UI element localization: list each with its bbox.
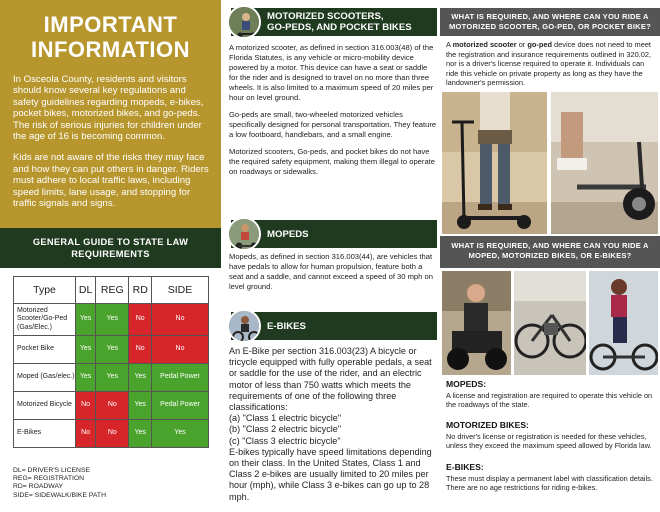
table-cell: Yes: [129, 392, 152, 420]
table-cell: Yes: [96, 304, 129, 336]
abbreviation-legend: DL= DRIVER'S LICENSE REG= REGISTRATION RD= ROADWAY SIDE= SIDEWALK/BIKE PATH: [13, 467, 106, 499]
mopeds-heading: MOPEDS: [231, 220, 437, 248]
col-header-dl: DL: [76, 277, 96, 304]
ebike-rider-photo: [589, 271, 658, 375]
table-row: [14, 336, 209, 364]
motorized-bike-photo: [514, 271, 586, 375]
row-type: E-Bikes: [14, 420, 76, 448]
table-cell: Yes: [96, 364, 129, 392]
table-cell: No: [76, 392, 96, 420]
kids-paragraph: Kids are not aware of the risks they may face and how they can put others in danger. Riders must adhere to local traffic laws, including speed limits, lane usage, and stopping for traffic signals and signs.: [13, 152, 209, 210]
table-cell: Pedal Power: [152, 392, 209, 420]
mopeds-text: Mopeds, as defined in section 316.003(44), are vehicles that have pedals to allow for human propulsion, feature both a seat and a saddle, and cannot exceed a speed of 30 mph on level ground.: [229, 252, 433, 291]
table-cell: No: [152, 304, 209, 336]
table-row: [14, 304, 209, 336]
table-cell: No: [96, 420, 129, 448]
moped-rider-icon: [227, 217, 261, 251]
table-cell: Yes: [76, 364, 96, 392]
table-cell: Yes: [96, 336, 129, 364]
col-header-side: SIDE: [152, 277, 209, 304]
scooter-rider-photo: [442, 92, 547, 234]
table-cell: No: [129, 304, 152, 336]
ebikes-text: An E-Bike per section 316.003(23) A bicycle or tricycle equipped with fully operable pedals, a seat or saddle for the use of the rider, and an electric motor of less than 750 watts which meets the requirements of one of the following three classifications: (a) "Class 1 electric bicycle" (b) "Class 2 electric bicycle" (c) "Class 3 electric bicycle" E-bikes typically have speed limitations depending on their class. In the United States, Class 1 and Class 2 e-bikes are usually limited to 20 miles per hour (mph), while Class 3 e-bikes can go up to 28 mph.: [229, 346, 432, 502]
ebikes-heading: E-BIKES: [231, 312, 437, 340]
table-row: [14, 392, 209, 420]
mopeds-label: MOPEDS:: [446, 379, 487, 389]
moped-requirements-question: WHAT IS REQUIRED, AND WHERE CAN YOU RIDE A MOPED, MOTORIZED BIKES, OR E-BIKES?: [440, 236, 660, 268]
table-cell: No: [96, 392, 129, 420]
table-cell: Pedal Power: [152, 364, 209, 392]
table-cell: No: [129, 336, 152, 364]
col-header-rd: RD: [129, 277, 152, 304]
scooter-requirements-question: WHAT IS REQUIRED, AND WHERE CAN YOU RIDE A MOTORIZED SCOOTER, GO-PED, OR POCKET BIKE?: [440, 8, 660, 36]
ebikes-label: E-BIKES:: [446, 462, 484, 472]
scooter-requirements-text: A motorized scooter or go-ped device does not need to meet the registration and insurance requirements outlined in 320.02, nor is a driver's license required to operate it. Individuals can ride this vehicle on private property as long as they have the landowner's permission.: [446, 40, 652, 88]
table-cell: Yes: [152, 420, 209, 448]
table-cell: Yes: [76, 336, 96, 364]
row-type: Moped (Gas/elec.): [14, 364, 76, 392]
page-title: IMPORTANT INFORMATION: [30, 12, 191, 62]
scooter-rider-icon: [227, 5, 261, 39]
state-law-table: [13, 276, 209, 448]
scooters-heading: MOTORIZED SCOOTERS, GO-PEDS, AND POCKET BIKES: [231, 8, 437, 36]
scooters-text: A motorized scooter, as defined in section 316.003(48) of the Florida Statutes, is any vehicle or micro-mobility device powered by a motor. This device can have a seat or saddle for the rider and is designed to travel on no more than three wheels. It is also limited to a maximum speed of 20 miles per hour on level ground. Go-peds are small, two-wheeled motorized vehicles specifically designed for personal transportation. They feature a low footboard, handlebars, and a small engine. Motorized scooters, Go-peds, and pocket bikes do not have the required safety equipment, making them illegal to operate on roadways or sidewalks.: [229, 43, 437, 176]
table-cell: Yes: [129, 420, 152, 448]
go-ped-photo: [551, 92, 658, 234]
row-type: Motorized Scooter/Go-Ped (Gas/Elec.): [14, 304, 76, 336]
column-important-info: [0, 0, 221, 512]
guide-title: GENERAL GUIDE TO STATE LAW REQUIREMENTS: [0, 228, 221, 268]
table-row: [14, 420, 209, 448]
ebikes-requirement-text: These must display a permanent label with classification details. There are no age restrictions for riding e-bikes.: [446, 474, 653, 493]
motorized-bikes-label: MOTORIZED BIKES:: [446, 420, 529, 430]
intro-paragraph: In Osceola County, residents and visitors should know several key regulations and safety guidelines regarding mopeds, e-bikes, pocket bikes, motorized bikes, and go-peds. The risk of serious injuries for children under the age of 16 is becoming common.: [13, 74, 204, 143]
row-type: Pocket Bike: [14, 336, 76, 364]
table-cell: Yes: [76, 304, 96, 336]
table-cell: Yes: [129, 364, 152, 392]
ebike-rider-icon: [227, 309, 261, 343]
col-header-type: Type: [14, 277, 76, 304]
important-info-panel: [0, 0, 221, 228]
mopeds-requirement-text: A license and registration are required to operate this vehicle on the roadways of the state.: [446, 391, 653, 410]
column-vehicle-definitions: [221, 0, 440, 512]
table-row: [14, 364, 209, 392]
table-cell: No: [76, 420, 96, 448]
table-header-row: [14, 277, 209, 304]
column-requirements: [440, 0, 660, 512]
col-header-reg: REG: [96, 277, 129, 304]
moped-rider-photo: [442, 271, 511, 375]
motorized-bikes-requirement-text: No driver's license or registration is needed for these vehicles, unless they exceed the maximum speed allowed by Florida law.: [446, 432, 652, 451]
table-cell: No: [152, 336, 209, 364]
row-type: Motorized Bicycle: [14, 392, 76, 420]
